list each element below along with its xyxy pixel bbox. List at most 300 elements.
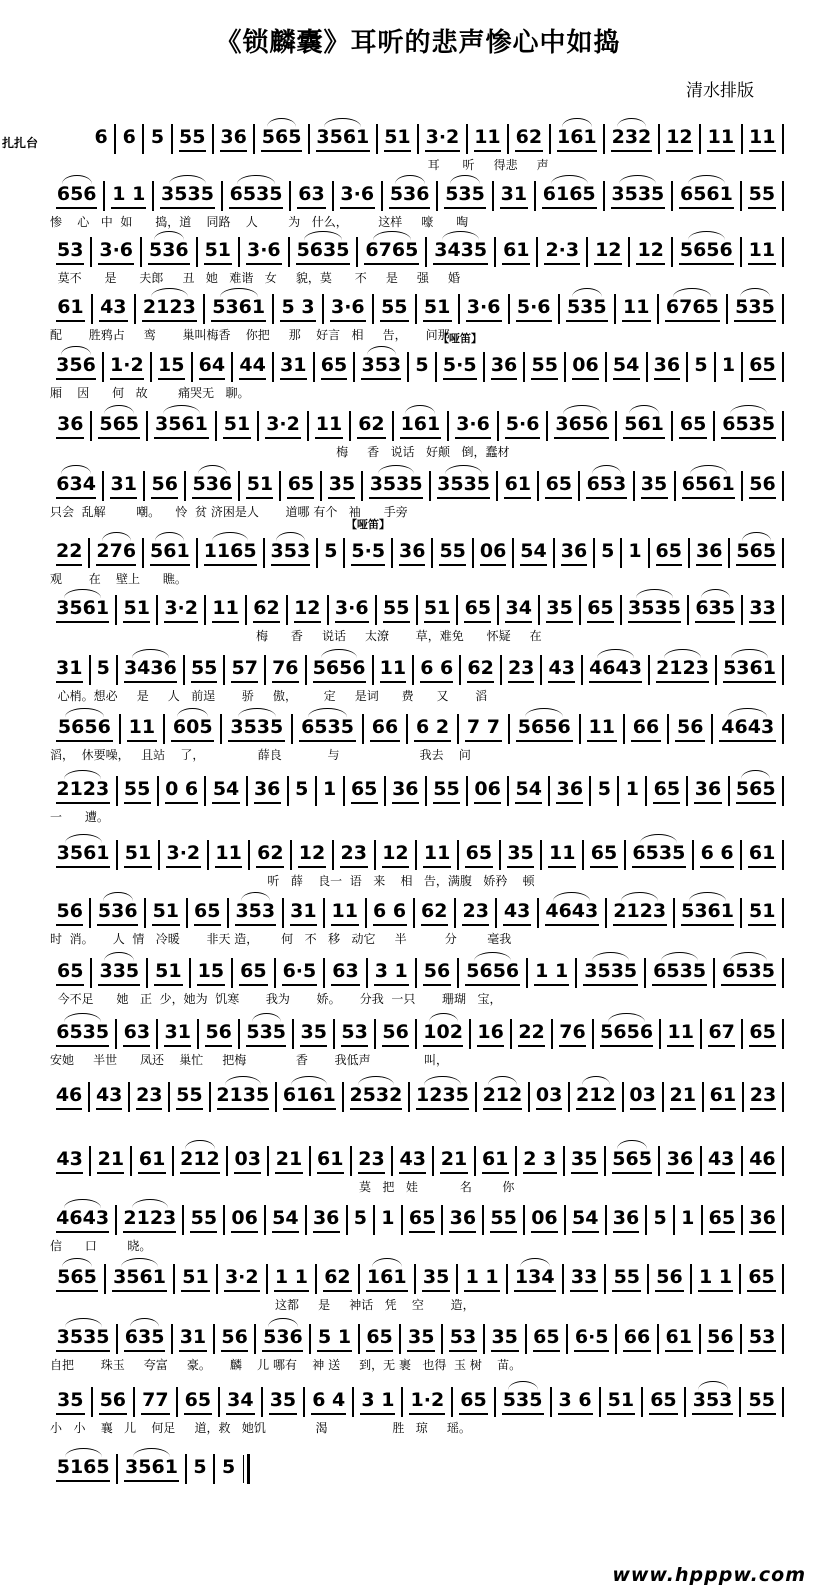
beam-underline xyxy=(449,1231,476,1233)
measure xyxy=(215,1454,242,1484)
beam-underline xyxy=(736,564,776,566)
measure-notes: 353 xyxy=(361,354,402,376)
measure xyxy=(50,294,91,324)
beam-underline xyxy=(747,1413,776,1415)
measure-notes: 21 xyxy=(440,1148,468,1170)
slur-arc xyxy=(241,892,271,901)
beam-underline xyxy=(164,1045,191,1047)
measure xyxy=(635,471,674,501)
beam-underline xyxy=(667,1045,694,1047)
beam-underline xyxy=(294,621,321,623)
slur-arc xyxy=(104,952,134,961)
barline xyxy=(782,1205,784,1235)
measure xyxy=(266,1205,305,1235)
measure xyxy=(367,898,413,928)
measure-notes: 3535 xyxy=(230,716,284,738)
slur-arc xyxy=(358,1076,394,1085)
beam-underline xyxy=(199,378,226,380)
measure-notes: 31 xyxy=(179,1326,207,1348)
measure-notes: 56 xyxy=(423,960,451,982)
beam-underline xyxy=(246,1045,286,1047)
measure xyxy=(118,840,158,870)
measure-notes: 6161 xyxy=(282,1084,336,1106)
measure xyxy=(233,352,272,382)
beam-underline xyxy=(707,1350,735,1352)
measure-notes: 56 xyxy=(677,716,704,738)
beam-underline xyxy=(696,564,722,566)
measure-notes: 55 xyxy=(176,1084,203,1106)
beam-underline xyxy=(679,263,734,265)
beam-underline xyxy=(466,320,502,322)
measure xyxy=(744,1082,782,1112)
slur-arc xyxy=(740,288,770,297)
measure xyxy=(717,655,782,685)
slur-arc xyxy=(64,589,101,598)
measure-notes: 11 xyxy=(423,842,451,864)
measure-notes: 3·6 xyxy=(466,296,501,318)
slur-arc xyxy=(225,1076,261,1085)
score-row xyxy=(50,1140,784,1204)
measure-notes: 54 xyxy=(571,1207,599,1229)
measure xyxy=(187,1454,214,1484)
beam-underline xyxy=(204,263,232,265)
measure xyxy=(378,124,417,154)
measure-notes: 565 xyxy=(261,126,302,148)
beam-underline xyxy=(749,1172,776,1174)
measure xyxy=(288,595,327,625)
measure-notes: 65 xyxy=(533,1326,560,1348)
beam-underline xyxy=(747,1290,776,1292)
measure-notes: 3561 xyxy=(125,1456,178,1478)
beam-underline xyxy=(330,320,366,322)
measure-notes: 3·6 xyxy=(246,239,281,261)
slur-arc xyxy=(597,649,633,658)
measure-notes: 65 xyxy=(460,1389,487,1411)
measure xyxy=(50,1387,91,1417)
beam-underline xyxy=(679,207,734,209)
measure-notes: 03 xyxy=(234,1148,261,1170)
measure-notes: 634 xyxy=(56,473,96,495)
slur-arc xyxy=(617,118,646,127)
slur-arc xyxy=(65,834,102,843)
barline xyxy=(782,714,784,744)
measure-notes: 65 xyxy=(366,1326,393,1348)
measure-notes: 3561 xyxy=(56,597,110,619)
slur-arc xyxy=(102,532,131,541)
measure xyxy=(92,958,146,988)
measure-notes: 3561 xyxy=(154,413,208,435)
measure-notes: 5361 xyxy=(723,657,776,679)
measure-notes: 36 xyxy=(312,1207,340,1229)
measure xyxy=(595,538,620,568)
measure-notes: 65 xyxy=(545,473,573,495)
measure xyxy=(266,655,305,685)
measure-notes: 54 xyxy=(212,778,240,800)
slur-arc xyxy=(508,1381,538,1390)
measure-notes: 276 xyxy=(96,540,137,562)
beam-underline xyxy=(142,320,197,322)
beam-underline xyxy=(665,1350,693,1352)
measure xyxy=(434,1146,473,1176)
slur-arc xyxy=(592,465,621,474)
beam-underline xyxy=(297,207,325,209)
measure xyxy=(675,1205,701,1235)
beam-underline xyxy=(653,802,680,804)
beam-underline xyxy=(220,150,247,152)
measure xyxy=(416,1264,457,1294)
measure xyxy=(121,714,163,744)
measure xyxy=(433,538,471,568)
measure-notes: 656 xyxy=(56,183,97,205)
measure-notes: 56 xyxy=(205,1021,232,1043)
measure xyxy=(193,352,232,382)
measure xyxy=(591,776,617,806)
measure-notes: 36 xyxy=(253,778,281,800)
score-row xyxy=(50,952,784,1016)
measure xyxy=(496,237,536,267)
instrument-mark: 【哑笛】 xyxy=(346,518,390,531)
measure-notes: 605 xyxy=(172,716,213,738)
beam-underline xyxy=(516,320,552,322)
beam-underline xyxy=(269,1413,298,1415)
beam-underline xyxy=(211,320,266,322)
lyrics-line: 滔， 休要噪， 且站 了， 薛良 与 我去 问 xyxy=(50,748,471,762)
slur-arc xyxy=(474,952,511,961)
measure-notes: 353 xyxy=(235,900,276,922)
measure xyxy=(310,124,376,154)
beam-underline xyxy=(749,621,776,623)
measure xyxy=(281,471,320,501)
measure xyxy=(160,840,207,870)
measure-notes: 35 xyxy=(408,1326,435,1348)
measure-line xyxy=(50,175,784,211)
measure-notes: 3 6 xyxy=(558,1389,592,1411)
measure xyxy=(50,1019,115,1049)
measure-notes: 36 xyxy=(694,778,722,800)
measure xyxy=(344,1082,409,1112)
measure xyxy=(553,1019,592,1049)
measure xyxy=(438,181,491,211)
measure xyxy=(560,294,614,324)
beam-underline xyxy=(748,866,776,868)
measure-notes: 536 xyxy=(263,1326,303,1348)
measure-notes: 55 xyxy=(381,296,408,318)
measure-notes: 5656 xyxy=(466,960,520,982)
measure xyxy=(144,538,196,568)
measure-notes: 6 4 xyxy=(312,1389,346,1411)
measure xyxy=(741,1387,782,1417)
measure xyxy=(715,958,782,988)
measure xyxy=(218,1264,266,1294)
measure xyxy=(660,1146,699,1176)
measure xyxy=(417,294,458,324)
beam-underline xyxy=(141,1413,170,1415)
measure-notes: 6535 xyxy=(653,960,707,982)
beam-underline xyxy=(515,802,542,804)
beam-underline xyxy=(56,984,84,986)
measure xyxy=(580,471,632,501)
beam-underline xyxy=(750,1108,776,1110)
measure-notes: 536 xyxy=(148,239,189,261)
measure xyxy=(525,1205,564,1235)
measure xyxy=(688,352,713,382)
measure xyxy=(206,776,245,806)
beam-underline xyxy=(123,621,150,623)
measure-notes: 23 xyxy=(340,842,367,864)
beam-underline xyxy=(136,1108,162,1110)
measure-notes: 43 xyxy=(95,1084,123,1106)
beam-underline xyxy=(171,740,214,742)
measure xyxy=(104,471,143,501)
measure-notes: 35 xyxy=(422,1266,450,1288)
measure xyxy=(713,714,782,744)
measure-notes: 536 xyxy=(192,473,233,495)
beam-underline xyxy=(158,378,185,380)
beam-underline xyxy=(695,621,735,623)
measure xyxy=(154,181,221,211)
measure-notes: 5 xyxy=(597,778,612,800)
measure-line xyxy=(50,1381,784,1417)
beam-underline xyxy=(483,1108,522,1110)
beam-underline xyxy=(491,1350,519,1352)
beam-underline xyxy=(373,924,407,926)
beam-underline xyxy=(331,924,358,926)
measure xyxy=(548,411,615,441)
measure xyxy=(730,776,782,806)
measure-notes: 1 1 xyxy=(112,183,146,205)
measure xyxy=(514,538,552,568)
measure xyxy=(374,294,415,324)
beam-underline xyxy=(734,320,776,322)
measure-notes: 76 xyxy=(559,1021,586,1043)
measure xyxy=(552,1387,599,1417)
measure-notes: 43 xyxy=(503,900,531,922)
lyrics-line: 梅 香 说话 好颠 倒，蠢材 xyxy=(50,445,510,459)
slur-arc xyxy=(321,649,357,658)
beam-underline xyxy=(416,1108,469,1110)
slur-arc xyxy=(65,1318,102,1327)
beam-underline xyxy=(421,924,448,926)
measure-notes: 11 xyxy=(128,716,156,738)
measure-notes: 35 xyxy=(328,473,356,495)
measure-notes: 3656 xyxy=(555,413,609,435)
beam-underline xyxy=(313,1231,340,1233)
measure-notes: 21 xyxy=(275,1148,303,1170)
beam-underline xyxy=(455,437,491,439)
slur-arc xyxy=(640,834,677,843)
measure-notes: 3·2 xyxy=(166,842,201,864)
barline xyxy=(782,124,784,154)
beam-underline xyxy=(400,437,442,439)
score-row xyxy=(50,892,784,956)
beam-underline xyxy=(235,924,276,926)
measure-notes: 22 xyxy=(518,1021,545,1043)
measure-notes: 36 xyxy=(749,1207,776,1229)
score-row xyxy=(50,1448,784,1512)
beam-underline xyxy=(360,1413,395,1415)
measure xyxy=(118,1454,184,1484)
measure xyxy=(403,1205,442,1235)
measure-notes: 61 xyxy=(504,473,532,495)
measure-notes: 06 xyxy=(479,540,507,562)
measure xyxy=(215,1324,255,1354)
beam-underline xyxy=(253,621,280,623)
beam-underline xyxy=(228,740,285,742)
measure xyxy=(136,294,203,324)
measure xyxy=(730,538,782,568)
beam-underline xyxy=(420,681,453,683)
beam-underline xyxy=(256,866,284,868)
measure xyxy=(468,776,507,806)
measure-notes: 12 xyxy=(298,842,326,864)
measure-notes: 62 xyxy=(257,842,284,864)
measure-notes: 66 xyxy=(632,716,660,738)
measure xyxy=(351,411,391,441)
measure xyxy=(743,471,782,501)
instrument-mark: 【哑笛】 xyxy=(438,332,482,345)
beam-underline xyxy=(56,320,85,322)
measure xyxy=(461,655,500,685)
measure-notes: 353 xyxy=(270,540,311,562)
slur-arc xyxy=(220,288,258,297)
measure xyxy=(228,1146,267,1176)
measure-notes: 65 xyxy=(57,960,84,982)
measure-notes: 35 xyxy=(57,1389,84,1411)
beam-underline xyxy=(341,1045,368,1047)
beam-underline xyxy=(382,866,410,868)
beam-underline xyxy=(56,497,96,499)
beam-underline xyxy=(443,378,477,380)
measure xyxy=(233,958,273,988)
measure-notes: 16 xyxy=(477,1021,504,1043)
beam-underline xyxy=(545,497,572,499)
measure xyxy=(484,1205,523,1235)
measure-notes: 1165 xyxy=(203,540,257,562)
beam-underline xyxy=(99,320,128,322)
measure-notes: 5·6 xyxy=(516,296,551,318)
measure-notes: 63 xyxy=(332,960,359,982)
measure-notes: 67 xyxy=(708,1021,735,1043)
measure-line xyxy=(50,1199,784,1235)
beam-underline xyxy=(56,378,96,380)
measure-notes: 55 xyxy=(178,126,206,148)
beam-underline xyxy=(374,984,409,986)
measure xyxy=(474,538,512,568)
measure-notes: 5656 xyxy=(312,657,366,679)
beam-underline xyxy=(607,1413,636,1415)
measure xyxy=(542,840,582,870)
measure-notes: 4643 xyxy=(545,900,599,922)
measure-notes: 62 xyxy=(421,900,448,922)
measure-notes: 353 xyxy=(692,1389,733,1411)
beam-underline xyxy=(56,263,84,265)
beam-underline xyxy=(630,1108,656,1110)
beam-underline xyxy=(462,924,489,926)
beam-underline xyxy=(283,1108,336,1110)
measure xyxy=(158,595,204,625)
score-row xyxy=(50,465,784,529)
measure xyxy=(624,1082,662,1112)
measure-notes: 61 xyxy=(709,1084,737,1106)
measure-notes: 4643 xyxy=(721,716,775,738)
barline xyxy=(782,1324,784,1354)
beam-underline xyxy=(151,497,178,499)
measure-notes: 5 xyxy=(415,354,429,376)
beam-underline xyxy=(459,1413,488,1415)
measure-notes: 335 xyxy=(99,960,140,982)
measure-notes: 2123 xyxy=(613,900,667,922)
measure xyxy=(377,595,416,625)
measure xyxy=(393,1146,432,1176)
measure-notes: 565 xyxy=(57,1266,97,1288)
beam-underline xyxy=(508,681,535,683)
beam-underline xyxy=(611,207,666,209)
beam-underline xyxy=(679,437,707,439)
measure xyxy=(274,294,321,324)
measure-notes: 536 xyxy=(97,900,138,922)
measure-line xyxy=(50,892,784,928)
measure xyxy=(649,1264,690,1294)
beam-underline xyxy=(531,378,558,380)
slur-arc xyxy=(64,1199,101,1208)
slur-arc xyxy=(64,1013,101,1022)
measure-notes: 44 xyxy=(239,354,266,376)
beam-underline xyxy=(274,1290,309,1292)
measure-notes: 36 xyxy=(653,354,681,376)
beam-underline xyxy=(97,1172,124,1174)
measure xyxy=(401,1324,441,1354)
measure xyxy=(345,538,391,568)
beam-underline xyxy=(514,1290,556,1292)
beam-underline xyxy=(56,564,82,566)
measure xyxy=(701,124,740,154)
measure xyxy=(443,1324,483,1354)
measure xyxy=(50,840,116,870)
beam-underline xyxy=(502,263,530,265)
measure xyxy=(132,1146,171,1176)
measure-notes: 64 xyxy=(198,354,226,376)
beam-underline xyxy=(490,1231,517,1233)
measure-notes: 5 3 xyxy=(281,296,315,318)
measure xyxy=(607,1205,646,1235)
measure-notes: 43 xyxy=(399,1148,426,1170)
measure xyxy=(647,1205,673,1235)
measure xyxy=(220,1387,261,1417)
measure xyxy=(92,411,146,441)
beam-underline xyxy=(623,1350,651,1352)
beam-underline xyxy=(165,802,199,804)
measure xyxy=(394,411,448,441)
slur-arc xyxy=(154,231,184,240)
measure-notes: 11 xyxy=(215,842,242,864)
slur-arc xyxy=(688,231,725,240)
measure-notes: 102 xyxy=(423,1021,463,1043)
measure xyxy=(743,1019,782,1049)
measure-notes: 65 xyxy=(679,413,707,435)
beam-underline xyxy=(423,320,452,322)
measure xyxy=(743,124,782,154)
beam-underline xyxy=(542,207,597,209)
measure xyxy=(650,655,715,685)
measure-notes: 2123 xyxy=(56,778,110,800)
beam-underline xyxy=(554,437,609,439)
measure-notes: 535 xyxy=(246,1021,287,1043)
lyrics-line: 一 遭。 xyxy=(50,810,109,824)
measure-line xyxy=(50,1318,784,1354)
measure xyxy=(376,840,416,870)
measure-notes: 2123 xyxy=(123,1207,177,1229)
beam-underline xyxy=(611,150,652,152)
